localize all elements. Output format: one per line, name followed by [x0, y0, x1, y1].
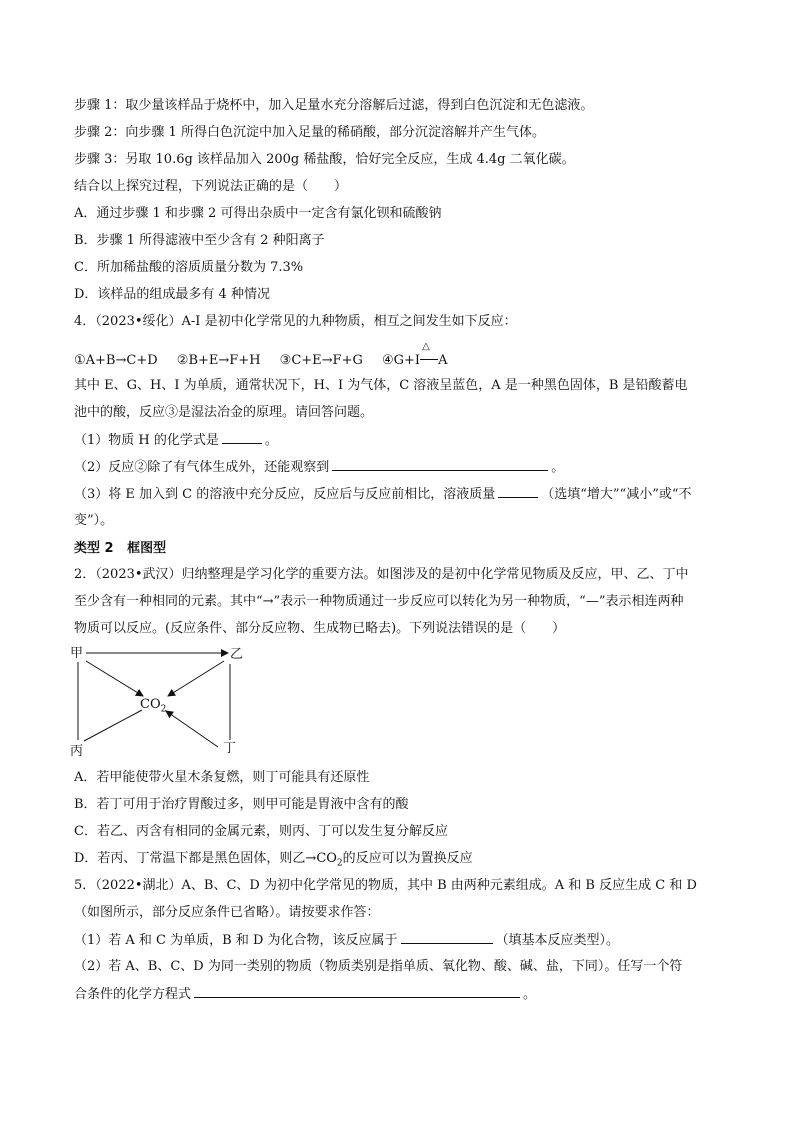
answer-blank[interactable]: [332, 458, 548, 471]
q3-option-d: D．该样品的组成最多有 4 种情况: [74, 287, 270, 302]
arrow-jia-co2: [86, 661, 143, 696]
reaction-2: ②B+E→F+H: [176, 353, 261, 368]
q5-line2: （如图所示，部分反应条件已省略）。请按要求作答：: [74, 905, 380, 920]
q3-option-a: A．通过步骤 1 和步骤 2 可得出杂质中一定含有氯化钡和硫酸钠: [74, 206, 442, 221]
q2-option-b: B．若丁可用于治疗胃酸过多，则甲可能是胃液中含有的酸: [74, 797, 409, 812]
q4-reactions: [74, 341, 448, 370]
q4-desc2: 池中的酸，反应③是湿法冶金的原理。请回答问题。: [74, 405, 374, 420]
q3-question: 结合以上探究过程，下列说法正确的是（ ）: [74, 179, 348, 194]
q2-line2: 至少含有一种相同的元素。其中“→”表示一种物质通过一步反应可以转化为另一种物质，“—”表示相连两种: [74, 594, 684, 609]
reaction-diagram: [70, 644, 260, 762]
node-yi: 乙: [230, 647, 244, 662]
node-bing: 丙: [70, 744, 84, 759]
q3-option-c: C．所加稀盐酸的溶质质量分数为 7.3%: [74, 260, 304, 275]
q2-option-a: A．若甲能使带火星木条复燃，则丁可能具有还原性: [74, 770, 370, 785]
q3-step3: 步骤 3：另取 10.6g 该样品加入 200g 稀盐酸，恰好完全反应，生成 4.4g 二氧化碳。: [74, 152, 575, 167]
section-heading: 类型 2 框图型: [74, 541, 167, 556]
node-ding: 丁: [223, 741, 237, 756]
q4-sub1: （1）物质 H 的化学式是 。: [74, 433, 278, 448]
q3-option-b: B．步骤 1 所得滤液中至少含有 2 种阳离子: [74, 233, 325, 248]
answer-blank[interactable]: [222, 431, 262, 444]
q5-sub2: （2）若 A、B、C、D 为同一类别的物质（物质类别是指单质、氧化物、酸、碱、盐，下同）。任写一个符: [74, 959, 683, 974]
reaction-4-rhs: A: [438, 353, 448, 368]
node-co2: $CO_2$: [140, 697, 167, 715]
arrow-ding-co2: [166, 711, 218, 747]
arrow-yi-co2: [168, 661, 224, 696]
q3-step1: 步骤 1：取少量该样品于烧杯中，加入足量水充分溶解后过滤，得到白色沉淀和无色滤液。: [74, 98, 594, 113]
answer-blank[interactable]: [401, 931, 493, 944]
reaction-1: ①A+B→C+D: [74, 353, 158, 368]
q3-step2: 步骤 2：向步骤 1 所得白色沉淀中加入足量的稀硝酸，部分沉淀溶解并产生气体。: [74, 125, 545, 140]
q5-line1: 5．（2022•湖北）A、B、C、D 为初中化学常见的物质，其中 B 由两种元素组成。A 和 B 反应生成 C 和 D: [74, 878, 697, 893]
line-bing-co2: [84, 710, 142, 741]
reaction-3: ③C+E→F+G: [279, 353, 363, 368]
q2-line3: 物质可以反应。(反应条件、部分反应物、生成物已略去)。下列说法错误的是（ ）: [74, 621, 566, 636]
q5-sub1: （1）若 A 和 C 为单质，B 和 D 为化合物，该反应属于 （填基本反应类型）。: [74, 933, 620, 948]
q4-sub2: （2）反应②除了有气体生成外，还能观察到 。: [74, 460, 565, 475]
heat-arrow-icon: △: [420, 350, 438, 364]
q4-title: 4．（2023•绥化）A-I 是初中化学常见的九种物质，相互之间发生如下反应：: [74, 314, 517, 329]
reaction-4-lhs: ④G+I: [382, 353, 421, 368]
answer-blank[interactable]: [194, 985, 520, 998]
q2-option-d: D．若丙、丁常温下都是黑色固体，则乙$\to CO_2$的反应可以为置换反应: [74, 851, 473, 869]
node-jia: 甲: [70, 646, 84, 661]
q2-line1: 2．（2023•武汉）归纳整理是学习化学的重要方法。如图涉及的是初中化学常见物质及反应，甲、乙、丁中: [74, 567, 689, 582]
q2-option-c: C．若乙、丙含有相同的金属元素，则丙、丁可以发生复分解反应: [74, 824, 448, 839]
q5-sub2-cont: 合条件的化学方程式 。: [74, 987, 537, 1002]
answer-blank[interactable]: [498, 485, 538, 498]
q4-sub3: （3）将 E 加入到 C 的溶液中充分反应，反应后与反应前相比，溶液质量 （选填“增大”“减小”或“不: [74, 487, 692, 502]
q4-sub3-cont: 变”）。: [74, 513, 114, 528]
q4-desc1: 其中 E、G、H、I 为单质，通常状况下，H、I 为气体，C 溶液呈蓝色，A 是一种黑色固体，B 是铅酸蓄电: [74, 378, 688, 393]
